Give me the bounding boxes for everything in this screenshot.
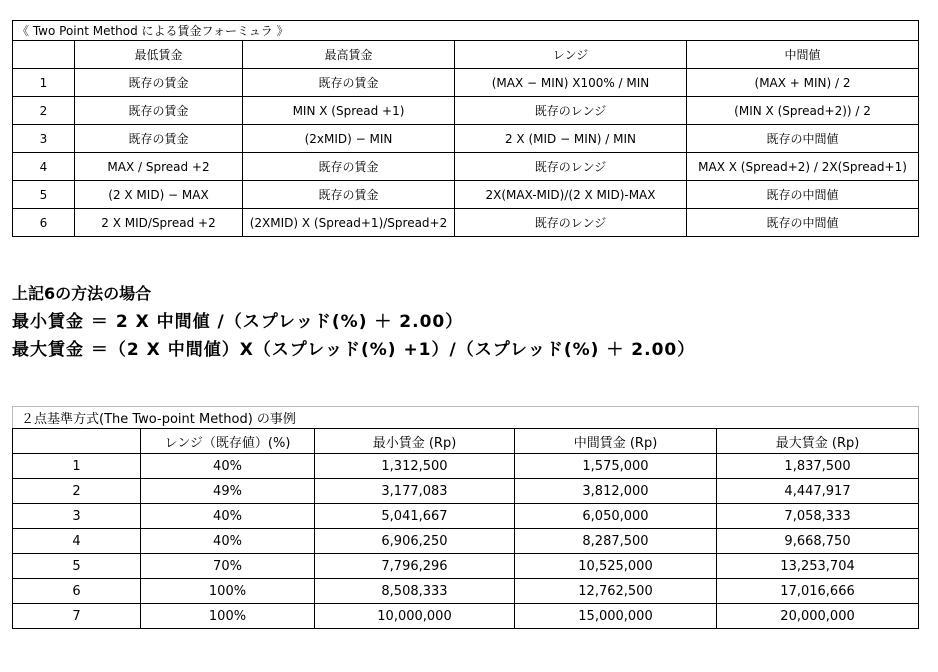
cell: 70% [141, 554, 315, 579]
cell: 2 [13, 97, 75, 125]
cell: (MAX + MIN) / 2 [687, 69, 919, 97]
cell: 既存のレンジ [455, 153, 687, 181]
cell: 既存の賃金 [75, 125, 243, 153]
cell: 2 X (MID − MIN) / MIN [455, 125, 687, 153]
header-cell: レンジ（既存値）(%) [141, 429, 315, 454]
header-cell: 最小賃金 (Rp) [315, 429, 515, 454]
header-cell: レンジ [455, 41, 687, 69]
cell: 3,812,000 [515, 479, 717, 504]
cell: 7 [13, 604, 141, 629]
cell: 既存のレンジ [455, 97, 687, 125]
cell: 10,525,000 [515, 554, 717, 579]
table-row [13, 454, 919, 479]
cell: 40% [141, 504, 315, 529]
cell: 既存の中間値 [687, 125, 919, 153]
formula-table-title: 《 Two Point Method による賃金フォーミュラ 》 [13, 21, 919, 41]
cell: 既存の中間値 [687, 181, 919, 209]
cell: 6 [13, 209, 75, 237]
cell: 4 [13, 529, 141, 554]
cell: 既存の賃金 [243, 69, 455, 97]
cell: 5 [13, 554, 141, 579]
formula-table-header [13, 41, 919, 69]
cell: 既存の賃金 [243, 153, 455, 181]
cell: (2XMID) X (Spread+1)/Spread+2 [243, 209, 455, 237]
cell: 3 [13, 504, 141, 529]
table-row [13, 529, 919, 554]
cell: 既存の中間値 [687, 209, 919, 237]
cell: MIN X (Spread +1) [243, 97, 455, 125]
cell: 1,837,500 [717, 454, 919, 479]
cell: 49% [141, 479, 315, 504]
cell: 6,906,250 [315, 529, 515, 554]
table-row [13, 125, 919, 153]
cell: 3,177,083 [315, 479, 515, 504]
header-cell: 最大賃金 (Rp) [717, 429, 919, 454]
cell: 5,041,667 [315, 504, 515, 529]
table-row [13, 69, 919, 97]
table-row [13, 554, 919, 579]
example-table-header [13, 429, 919, 454]
table-row [13, 504, 919, 529]
header-cell [13, 429, 141, 454]
example-table-title: ２点基準方式(The Two-point Method) の事例 [13, 407, 919, 429]
cell: (2xMID) − MIN [243, 125, 455, 153]
cell: 17,016,666 [717, 579, 919, 604]
cell: 100% [141, 579, 315, 604]
notes-section [12, 280, 695, 364]
cell: (2 X MID) − MAX [75, 181, 243, 209]
formula-table [12, 20, 919, 237]
cell: 2X(MAX-MID)/(2 X MID)-MAX [455, 181, 687, 209]
cell: 既存の賃金 [243, 181, 455, 209]
cell: 7,796,296 [315, 554, 515, 579]
table-row [13, 209, 919, 237]
cell: (MAX − MIN) X100% / MIN [455, 69, 687, 97]
cell: 13,253,704 [717, 554, 919, 579]
cell: 1,312,500 [315, 454, 515, 479]
header-cell: 最高賃金 [243, 41, 455, 69]
cell: 3 [13, 125, 75, 153]
cell: 20,000,000 [717, 604, 919, 629]
table-row [13, 97, 919, 125]
cell: 9,668,750 [717, 529, 919, 554]
cell: 1,575,000 [515, 454, 717, 479]
cell: MAX X (Spread+2) / 2X(Spread+1) [687, 153, 919, 181]
cell: 4 [13, 153, 75, 181]
cell: 6 [13, 579, 141, 604]
cell: 40% [141, 454, 315, 479]
cell: 既存の賃金 [75, 97, 243, 125]
cell: 15,000,000 [515, 604, 717, 629]
cell: MAX / Spread +2 [75, 153, 243, 181]
cell: 40% [141, 529, 315, 554]
cell: 7,058,333 [717, 504, 919, 529]
header-cell: 中間賃金 (Rp) [515, 429, 717, 454]
cell: 既存の賃金 [75, 69, 243, 97]
cell: 4,447,917 [717, 479, 919, 504]
cell: 2 X MID/Spread +2 [75, 209, 243, 237]
cell: 10,000,000 [315, 604, 515, 629]
header-cell [13, 41, 75, 69]
example-table [12, 406, 919, 629]
table-row [13, 153, 919, 181]
table-row [13, 479, 919, 504]
cell: 2 [13, 479, 141, 504]
table-row [13, 181, 919, 209]
table-row [13, 579, 919, 604]
cell: 5 [13, 181, 75, 209]
min-wage-formula: 最小賃金 ＝ 2 X 中間値 /（スプレッド(%) ＋ 2.00） [12, 312, 464, 332]
cell: 100% [141, 604, 315, 629]
max-wage-formula: 最大賃金 ＝（2 X 中間値）X（スプレッド(%) +1）/（スプレッド(%) ＋ 2.00） [12, 340, 696, 360]
cell: 1 [13, 454, 141, 479]
cell: 6,050,000 [515, 504, 717, 529]
cell: (MIN X (Spread+2)) / 2 [687, 97, 919, 125]
cell: 12,762,500 [515, 579, 717, 604]
table-row [13, 604, 919, 629]
notes-heading: 上記6の方法の場合 [12, 284, 152, 303]
cell: 8,287,500 [515, 529, 717, 554]
cell: 既存のレンジ [455, 209, 687, 237]
header-cell: 中間値 [687, 41, 919, 69]
header-cell: 最低賃金 [75, 41, 243, 69]
cell: 1 [13, 69, 75, 97]
cell: 8,508,333 [315, 579, 515, 604]
